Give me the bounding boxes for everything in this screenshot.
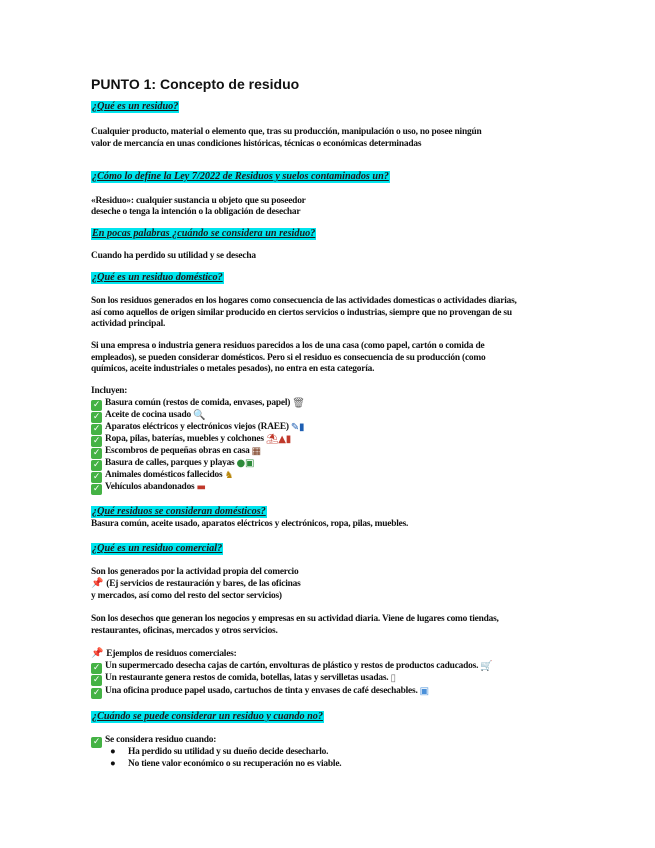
- check-icon: ✓: [92, 688, 101, 698]
- list-item: ✓ Vehículos abandonados ▬: [92, 482, 206, 494]
- heading-cuando-residuo: ¿Cuándo se puede considerar un residuo y cuando no?: [92, 711, 323, 722]
- heading-pocas-palabras: En pocas palabras ¿cuándo se considera un residuo?: [92, 228, 316, 239]
- paragraph-line: Son los residuos generados en los hogares como consecuencia de las actividades domesticas o actividades diarias,: [91, 296, 517, 306]
- bricks-icon: ▦: [251, 446, 261, 457]
- pin-icon: 📌: [91, 578, 104, 589]
- check-icon: ✓: [92, 472, 101, 482]
- paragraph-line: Cualquier producto, material o elemento que, tras su producción, manipulación o uso, no posee ningún: [91, 127, 482, 137]
- paragraph-line: «Residuo»: cualquier sustancia u objeto que su poseedor: [91, 196, 306, 206]
- paragraph-line: valor de mercancía en unas condiciones históricas, técnicas o económicas determinadas: [91, 139, 422, 149]
- examples-label: 📌 Ejemplos de residuos comerciales:: [91, 648, 237, 659]
- device-icon: ✎▮: [290, 422, 305, 433]
- heading-que-es-residuo: ¿Qué es un residuo?: [92, 101, 179, 112]
- paragraph-line: restaurantes, oficinas, mercados y otros servicios.: [91, 626, 278, 636]
- check-icon: ✓: [92, 448, 101, 458]
- check-icon: ✓: [92, 412, 101, 422]
- list-item: ✓ Una oficina produce papel usado, cartuchos de tinta y envases de café desechables. ▣: [92, 686, 429, 698]
- heading-residuo-domestico: ¿Qué es un residuo doméstico?: [92, 272, 223, 283]
- criteria-label: ✓ Se considera residuo cuando:: [92, 735, 217, 747]
- check-icon: ✓: [92, 484, 101, 494]
- list-item: ✓ Aceite de cocina usado 🔍: [92, 410, 206, 422]
- check-icon: ✓: [92, 675, 101, 685]
- list-item: ✓ Un supermercado desecha cajas de cartón, envolturas de plástico y restos de productos caducados. 🛒: [92, 661, 493, 673]
- page-title: PUNTO 1: Concepto de residuo: [91, 76, 300, 92]
- check-icon: ✓: [92, 737, 101, 747]
- list-item: ✓ Un restaurante genera restos de comida, botellas, latas y servilletas usadas. ▯: [92, 673, 396, 685]
- paragraph-line: empleados), se pueden considerar domésticos. Pero si el residuo es consecuencia de su producción (como: [91, 353, 486, 363]
- paragraph-line: Son los generados por la actividad propia del comercio: [91, 567, 299, 577]
- magnifier-icon: 🔍: [192, 410, 206, 421]
- paragraph-line: Son los desechos que generan los negocios y empresas en su actividad diaria. Viene de lugares como tiendas,: [91, 614, 499, 624]
- office-icon: ▣: [419, 686, 429, 697]
- trash-icon: 🗑: [292, 398, 305, 409]
- paragraph-line: Cuando ha perdido su utilidad y se desecha: [91, 251, 256, 261]
- check-icon: ✓: [92, 460, 101, 470]
- can-icon: ▯: [390, 673, 396, 684]
- list-item: ✓ Aparatos eléctricos y electrónicos viejos (RAEE) ✎▮: [92, 422, 305, 434]
- car-icon: ▬: [196, 482, 206, 493]
- paragraph-line: deseche o tenga la intención o la obligación de desechar: [91, 207, 301, 217]
- paragraph-line: químicos, aceite industriales o metales pesados), no entra en esta categoría.: [91, 364, 375, 374]
- furniture-icon: ⛱▲▮: [265, 434, 292, 445]
- list-item: ✓ Ropa, pilas, baterías, muebles y colchones ⛱▲▮: [92, 434, 292, 446]
- bullet-icon: ●: [110, 759, 116, 769]
- heading-ley: ¿Cómo lo define la Ley 7/2022 de Residuos y suelos contaminados un?: [92, 171, 389, 182]
- park-icon: ●▣: [236, 458, 255, 469]
- dog-icon: ♞: [224, 470, 234, 481]
- cart-icon: 🛒: [480, 661, 493, 672]
- pin-icon: 📌: [91, 648, 104, 659]
- list-item: ✓ Basura de calles, parques y playas ●▣: [92, 458, 255, 470]
- check-icon: ✓: [92, 436, 101, 446]
- check-icon: ✓: [92, 663, 101, 673]
- check-icon: ✓: [92, 400, 101, 410]
- check-icon: ✓: [92, 424, 101, 434]
- bullet-item: ● No tiene valor económico o su recuperación no es viable.: [110, 759, 342, 769]
- list-item: ✓ Animales domésticos fallecidos ♞: [92, 470, 234, 482]
- bullet-item: ● Ha perdido su utilidad y su dueño decide desecharlo.: [110, 747, 329, 757]
- includes-label: Incluyen:: [91, 386, 128, 396]
- list-item: ✓ Basura común (restos de comida, envases, papel) 🗑: [92, 398, 305, 410]
- paragraph-line: así como aquellos de origen similar producido en ciertos servicios o industrias, siempre que no provengan de su: [91, 308, 512, 318]
- list-item: ✓ Escombros de pequeñas obras en casa ▦: [92, 446, 261, 458]
- paragraph-line: actividad principal.: [91, 319, 166, 329]
- heading-residuo-comercial: ¿Qué es un residuo comercial?: [92, 543, 223, 554]
- bullet-icon: ●: [110, 747, 116, 757]
- heading-se-consideran-domesticos: ¿Qué residuos se consideran domésticos?: [92, 506, 266, 517]
- paragraph-line: Si una empresa o industria genera residuos parecidos a los de una casa (como papel, cartón o comida de: [91, 341, 485, 351]
- paragraph-line: y mercados, así como del resto del sector servicios): [91, 591, 282, 601]
- paragraph-line: 📌 (Ej servicios de restauración y bares, de las oficinas: [91, 578, 301, 589]
- paragraph-line: Basura común, aceite usado, aparatos eléctricos y electrónicos, ropa, pilas, muebles.: [91, 519, 409, 529]
